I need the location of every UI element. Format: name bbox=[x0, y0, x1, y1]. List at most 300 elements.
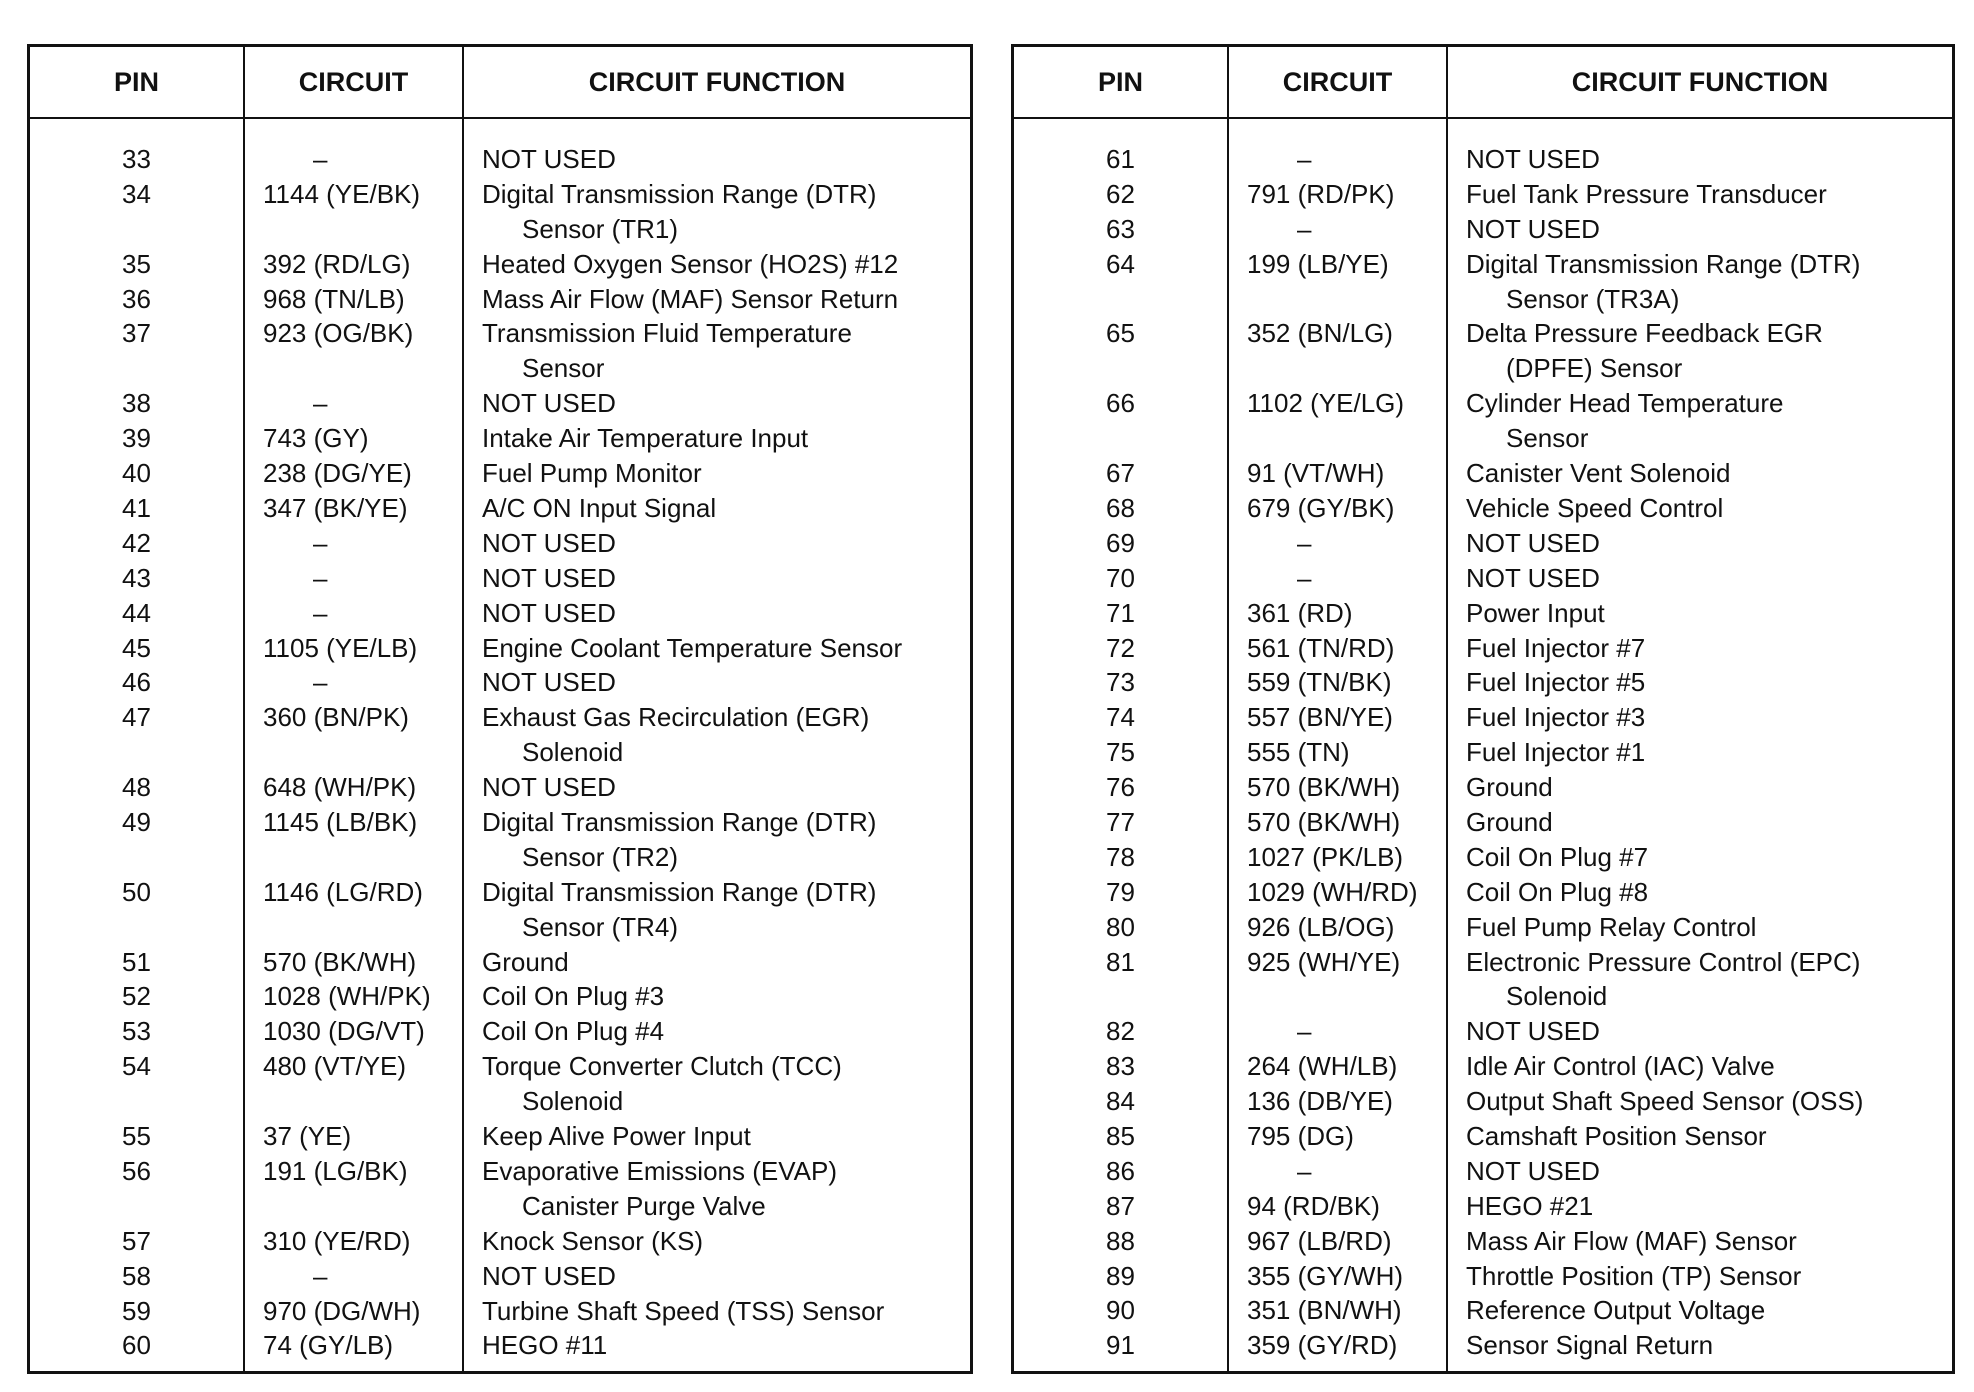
circuit-value: 926 (LB/OG) bbox=[1247, 911, 1395, 942]
function-text: NOT USED bbox=[482, 562, 616, 593]
circuit-value: 1105 (YE/LB) bbox=[263, 632, 418, 663]
circuit-value: 37 (YE) bbox=[263, 1121, 352, 1152]
function-text: Fuel Pump Monitor bbox=[482, 458, 702, 489]
pin-number: 62 bbox=[1106, 178, 1135, 209]
table-row bbox=[1014, 700, 1952, 735]
circuit-function bbox=[1466, 1224, 1797, 1259]
function-text: Reference Output Voltage bbox=[1466, 1295, 1766, 1326]
function-text-continued: Solenoid bbox=[1506, 981, 1608, 1012]
pin-number: 41 bbox=[122, 492, 151, 523]
circuit-value: 679 (GY/BK) bbox=[1247, 492, 1395, 523]
function-text: Canister Vent Solenoid bbox=[1466, 458, 1731, 489]
pin-number: 66 bbox=[1106, 388, 1135, 419]
table-row bbox=[1014, 875, 1952, 910]
circuit-function bbox=[1466, 177, 1827, 212]
function-text: Coil On Plug #4 bbox=[482, 1016, 665, 1047]
pin-number: 48 bbox=[122, 772, 151, 803]
circuit-value: 561 (TN/RD) bbox=[1247, 632, 1395, 663]
pin-number: 81 bbox=[1106, 946, 1135, 977]
pin-number: 46 bbox=[122, 667, 151, 698]
circuit-value: 238 (DG/YE) bbox=[263, 458, 412, 489]
circuit-function bbox=[482, 770, 616, 805]
pin-number: 49 bbox=[122, 806, 151, 837]
circuit-function bbox=[1466, 945, 1860, 1015]
circuit-function bbox=[482, 596, 616, 631]
circuit-function bbox=[1466, 1293, 1765, 1328]
circuit-function bbox=[482, 1014, 664, 1049]
circuit-function bbox=[482, 945, 569, 980]
circuit-value: 352 (BN/LG) bbox=[1247, 318, 1393, 349]
function-text: HEGO #21 bbox=[1466, 1190, 1594, 1221]
pin-number: 54 bbox=[122, 1051, 151, 1082]
function-text: Mass Air Flow (MAF) Sensor bbox=[1466, 1225, 1797, 1256]
function-text-continued: Sensor (TR2) bbox=[522, 841, 679, 872]
pin-number: 79 bbox=[1106, 876, 1135, 907]
pin-number: 60 bbox=[122, 1330, 151, 1361]
table-row bbox=[30, 491, 970, 526]
circuit-function bbox=[1466, 1154, 1600, 1189]
circuit-value: – bbox=[1297, 213, 1312, 244]
circuit-function bbox=[1466, 316, 1823, 386]
pin-number: 45 bbox=[122, 632, 151, 663]
table-row bbox=[30, 526, 970, 561]
table-row bbox=[1014, 247, 1952, 317]
circuit-value: – bbox=[313, 597, 328, 628]
circuit-value: 559 (TN/BK) bbox=[1247, 667, 1392, 698]
function-text: Heated Oxygen Sensor (HO2S) #12 bbox=[482, 248, 899, 279]
function-text: Vehicle Speed Control bbox=[1466, 492, 1724, 523]
circuit-function bbox=[482, 456, 702, 491]
circuit-value: 1030 (DG/VT) bbox=[263, 1016, 425, 1047]
pin-number: 40 bbox=[122, 458, 151, 489]
pin-number: 56 bbox=[122, 1155, 151, 1186]
table-row bbox=[1014, 142, 1952, 177]
function-text: Digital Transmission Range (DTR) bbox=[1466, 248, 1861, 279]
circuit-function bbox=[482, 421, 808, 456]
pin-number: 52 bbox=[122, 981, 151, 1012]
pin-number: 50 bbox=[122, 876, 151, 907]
circuit-value: 360 (BN/PK) bbox=[263, 702, 409, 733]
header-pin: PIN bbox=[1097, 67, 1143, 97]
circuit-function bbox=[482, 247, 898, 282]
header-pin: PIN bbox=[113, 67, 159, 97]
circuit-function bbox=[1466, 700, 1645, 735]
pin-number: 43 bbox=[122, 562, 151, 593]
circuit-value: 1027 (PK/LB) bbox=[1247, 841, 1404, 872]
pin-number: 38 bbox=[122, 388, 151, 419]
circuit-function bbox=[1466, 1259, 1801, 1294]
table-row bbox=[1014, 735, 1952, 770]
table-row bbox=[1014, 631, 1952, 666]
pin-number: 77 bbox=[1106, 806, 1135, 837]
circuit-value: 74 (GY/LB) bbox=[263, 1330, 394, 1361]
pin-number: 86 bbox=[1106, 1155, 1135, 1186]
function-text: NOT USED bbox=[482, 772, 616, 803]
table-row bbox=[1014, 1084, 1952, 1119]
pin-number: 36 bbox=[122, 283, 151, 314]
table-row bbox=[1014, 1189, 1952, 1224]
pin-number: 33 bbox=[122, 144, 151, 174]
circuit-function bbox=[1466, 247, 1860, 317]
table-row bbox=[30, 979, 970, 1014]
pin-number: 80 bbox=[1106, 911, 1135, 942]
table-row bbox=[30, 665, 970, 700]
table-row bbox=[1014, 805, 1952, 840]
table-row bbox=[30, 875, 970, 945]
function-text: Digital Transmission Range (DTR) bbox=[482, 178, 877, 209]
function-text: Evaporative Emissions (EVAP) bbox=[482, 1155, 837, 1186]
function-text: NOT USED bbox=[1466, 527, 1600, 558]
circuit-function bbox=[1466, 805, 1553, 840]
table-row bbox=[30, 631, 970, 666]
function-text: NOT USED bbox=[1466, 562, 1600, 593]
circuit-value: 264 (WH/LB) bbox=[1247, 1051, 1398, 1082]
circuit-value: 136 (DB/YE) bbox=[1247, 1086, 1393, 1117]
pin-number: 69 bbox=[1106, 527, 1135, 558]
function-text: Delta Pressure Feedback EGR bbox=[1466, 318, 1823, 349]
pin-number: 34 bbox=[122, 178, 151, 209]
circuit-value: 355 (GY/WH) bbox=[1247, 1260, 1404, 1291]
circuit-function bbox=[482, 561, 616, 596]
table-row bbox=[1014, 945, 1952, 1015]
header-circuit: CIRCUIT bbox=[298, 67, 409, 97]
function-text-continued: Canister Purge Valve bbox=[522, 1190, 766, 1221]
table-row bbox=[30, 1328, 970, 1363]
circuit-function bbox=[1466, 1014, 1600, 1049]
pin-number: 67 bbox=[1106, 458, 1135, 489]
function-text: Ground bbox=[1466, 772, 1553, 803]
circuit-function bbox=[1466, 910, 1756, 945]
circuit-value: 570 (BK/WH) bbox=[1247, 772, 1401, 803]
function-text: NOT USED bbox=[482, 597, 616, 628]
circuit-value: 555 (TN) bbox=[1247, 737, 1350, 768]
function-text: Torque Converter Clutch (TCC) bbox=[482, 1051, 842, 1082]
circuit-function bbox=[1466, 212, 1600, 247]
pin-number: 55 bbox=[122, 1121, 151, 1152]
table-row bbox=[1014, 1049, 1952, 1084]
pin-number: 68 bbox=[1106, 492, 1135, 523]
circuit-value: 392 (RD/LG) bbox=[263, 248, 411, 279]
function-text: Output Shaft Speed Sensor (OSS) bbox=[1466, 1086, 1864, 1117]
pin-number: 64 bbox=[1106, 248, 1135, 279]
function-text: Fuel Injector #7 bbox=[1466, 632, 1646, 663]
function-text: Keep Alive Power Input bbox=[482, 1121, 751, 1152]
function-text: A/C ON Input Signal bbox=[482, 492, 717, 523]
header-circuit-function: CIRCUIT FUNCTION bbox=[588, 67, 846, 97]
function-text-continued: Sensor (TR1) bbox=[522, 213, 679, 244]
function-text: Ground bbox=[482, 946, 569, 977]
circuit-function bbox=[1466, 1328, 1713, 1363]
circuit-function bbox=[1466, 456, 1731, 491]
header-circuit: CIRCUIT bbox=[1282, 67, 1393, 97]
table-row bbox=[30, 177, 970, 247]
function-text: NOT USED bbox=[482, 1260, 616, 1291]
circuit-value: 648 (WH/PK) bbox=[263, 772, 417, 803]
function-text: Fuel Pump Relay Control bbox=[1466, 911, 1757, 942]
function-text: Camshaft Position Sensor bbox=[1466, 1121, 1767, 1151]
pin-number: 57 bbox=[122, 1225, 151, 1256]
circuit-function bbox=[482, 491, 716, 526]
table-row bbox=[1014, 1224, 1952, 1259]
circuit-value: 347 (BK/YE) bbox=[263, 492, 408, 523]
circuit-value: 1146 (LG/RD) bbox=[263, 876, 423, 907]
circuit-value: 1144 (YE/BK) bbox=[263, 178, 421, 209]
pin-number: 61 bbox=[1106, 144, 1135, 174]
circuit-value: 791 (RD/PK) bbox=[1247, 178, 1395, 209]
circuit-function bbox=[482, 1224, 703, 1259]
function-text: NOT USED bbox=[482, 667, 616, 698]
pin-number: 91 bbox=[1106, 1330, 1135, 1361]
pin-number: 89 bbox=[1106, 1260, 1135, 1291]
pin-number: 84 bbox=[1106, 1086, 1135, 1117]
circuit-function bbox=[1466, 875, 1648, 910]
circuit-value: – bbox=[1297, 1155, 1312, 1186]
circuit-function bbox=[482, 1259, 616, 1294]
circuit-value: 570 (BK/WH) bbox=[1247, 806, 1401, 837]
table-row bbox=[1014, 1293, 1952, 1328]
function-text-continued: Sensor (TR4) bbox=[522, 911, 679, 942]
circuit-function bbox=[1466, 1084, 1863, 1119]
function-text: NOT USED bbox=[1466, 1016, 1600, 1047]
function-text: Mass Air Flow (MAF) Sensor Return bbox=[482, 283, 899, 314]
circuit-value: 1028 (WH/PK) bbox=[263, 981, 431, 1012]
table-row bbox=[30, 805, 970, 875]
circuit-function bbox=[482, 386, 616, 421]
circuit-value: 967 (LB/RD) bbox=[1247, 1225, 1392, 1256]
circuit-value: 743 (GY) bbox=[263, 423, 369, 454]
circuit-function bbox=[482, 1294, 884, 1329]
circuit-function bbox=[1466, 1119, 1767, 1154]
table-row bbox=[30, 770, 970, 805]
circuit-function bbox=[482, 1328, 607, 1363]
pin-number: 39 bbox=[122, 423, 151, 454]
function-text: NOT USED bbox=[1466, 1155, 1600, 1186]
function-text-continued: Solenoid bbox=[522, 1086, 624, 1117]
circuit-value: – bbox=[313, 388, 328, 419]
circuit-function bbox=[482, 979, 664, 1014]
pin-number: 58 bbox=[122, 1260, 151, 1291]
pin-number: 47 bbox=[122, 702, 151, 733]
function-text-continued: Sensor bbox=[522, 353, 605, 384]
table-row bbox=[30, 386, 970, 421]
table-row bbox=[30, 1014, 970, 1049]
circuit-function bbox=[1466, 386, 1783, 456]
circuit-value: – bbox=[1297, 1016, 1312, 1047]
function-text: Intake Air Temperature Input bbox=[482, 423, 809, 454]
function-text: Coil On Plug #7 bbox=[1466, 841, 1649, 872]
function-text: Digital Transmission Range (DTR) bbox=[482, 806, 877, 837]
table-row bbox=[30, 1119, 970, 1154]
pin-number: 35 bbox=[122, 248, 151, 279]
table-row bbox=[1014, 386, 1952, 456]
circuit-function bbox=[1466, 840, 1648, 875]
table-row bbox=[1014, 1119, 1952, 1154]
circuit-function bbox=[1466, 491, 1723, 526]
function-text: Knock Sensor (KS) bbox=[482, 1225, 704, 1256]
table-row bbox=[1014, 596, 1952, 631]
circuit-function bbox=[482, 700, 869, 770]
table-row bbox=[1014, 770, 1952, 805]
circuit-function bbox=[1466, 770, 1553, 805]
circuit-value: 94 (RD/BK) bbox=[1247, 1190, 1380, 1221]
table-row bbox=[30, 1294, 970, 1329]
pin-number: 42 bbox=[122, 527, 151, 558]
circuit-function bbox=[482, 1049, 842, 1119]
circuit-value: 1145 (LB/BK) bbox=[263, 806, 418, 837]
pin-number: 72 bbox=[1106, 632, 1135, 663]
function-text: NOT USED bbox=[1466, 213, 1600, 244]
pin-number: 65 bbox=[1106, 318, 1135, 349]
circuit-function bbox=[1466, 561, 1600, 596]
circuit-function bbox=[1466, 1189, 1593, 1224]
table-row bbox=[30, 421, 970, 456]
function-text: Electronic Pressure Control (EPC) bbox=[1466, 946, 1861, 977]
function-text-continued: Sensor bbox=[1506, 423, 1589, 454]
circuit-value: 970 (DG/WH) bbox=[263, 1295, 421, 1326]
pin-number: 71 bbox=[1106, 597, 1135, 628]
circuit-value: 570 (BK/WH) bbox=[263, 946, 417, 977]
circuit-value: – bbox=[313, 562, 328, 593]
table-row bbox=[30, 1049, 970, 1119]
table-row bbox=[1014, 1328, 1952, 1363]
function-text: Ground bbox=[1466, 806, 1553, 837]
circuit-function bbox=[482, 805, 876, 875]
function-text: NOT USED bbox=[482, 144, 616, 174]
circuit-function bbox=[482, 875, 876, 945]
function-text-continued: Sensor (TR3A) bbox=[1506, 283, 1680, 314]
table-body bbox=[1014, 142, 1952, 1363]
circuit-value: – bbox=[1297, 562, 1312, 593]
function-text: Fuel Injector #3 bbox=[1466, 702, 1646, 733]
table-row bbox=[1014, 910, 1952, 945]
header-circuit-function: CIRCUIT FUNCTION bbox=[1571, 67, 1829, 97]
circuit-value: 310 (YE/RD) bbox=[263, 1225, 411, 1256]
circuit-function bbox=[1466, 142, 1600, 177]
circuit-function bbox=[482, 1119, 751, 1154]
circuit-function bbox=[482, 665, 616, 700]
circuit-value: 1029 (WH/RD) bbox=[1247, 876, 1418, 907]
circuit-value: 361 (RD) bbox=[1247, 597, 1353, 628]
pin-number: 37 bbox=[122, 318, 151, 349]
circuit-value: 968 (TN/LB) bbox=[263, 283, 405, 314]
pin-number: 70 bbox=[1106, 562, 1135, 593]
pin-number: 53 bbox=[122, 1016, 151, 1047]
function-text: NOT USED bbox=[482, 388, 616, 419]
table-row bbox=[30, 1224, 970, 1259]
circuit-value: – bbox=[1297, 144, 1312, 174]
circuit-function bbox=[482, 631, 902, 666]
circuit-function bbox=[482, 142, 616, 177]
function-text: Cylinder Head Temperature bbox=[1466, 388, 1784, 419]
circuit-function bbox=[1466, 665, 1645, 700]
table-row bbox=[1014, 561, 1952, 596]
table-header bbox=[1014, 47, 1952, 119]
pin-number: 74 bbox=[1106, 702, 1135, 733]
table-row bbox=[30, 1154, 970, 1224]
pin-table-right bbox=[1011, 44, 1955, 1374]
pin-number: 87 bbox=[1106, 1190, 1135, 1221]
circuit-value: 351 (BN/WH) bbox=[1247, 1295, 1402, 1326]
circuit-function bbox=[1466, 735, 1645, 770]
circuit-value: – bbox=[313, 527, 328, 558]
circuit-value: – bbox=[1297, 527, 1312, 558]
table-header bbox=[30, 47, 970, 119]
circuit-value: 199 (LB/YE) bbox=[1247, 248, 1389, 279]
pin-table-left bbox=[27, 44, 973, 1374]
table-row bbox=[1014, 316, 1952, 386]
circuit-function bbox=[1466, 596, 1605, 631]
circuit-value: – bbox=[313, 144, 328, 174]
function-text: Fuel Tank Pressure Transducer bbox=[1466, 178, 1827, 209]
pin-number: 51 bbox=[122, 946, 151, 977]
table-row bbox=[1014, 1014, 1952, 1049]
circuit-function bbox=[482, 177, 876, 247]
circuit-value: 923 (OG/BK) bbox=[263, 318, 414, 349]
pin-number: 76 bbox=[1106, 772, 1135, 803]
table-row bbox=[1014, 1259, 1952, 1294]
pin-number: 44 bbox=[122, 597, 151, 628]
table-row bbox=[30, 316, 970, 386]
pin-number: 85 bbox=[1106, 1121, 1135, 1151]
circuit-function bbox=[1466, 631, 1645, 666]
table-row bbox=[30, 247, 970, 282]
table-row bbox=[1014, 491, 1952, 526]
function-text: Idle Air Control (IAC) Valve bbox=[1466, 1051, 1775, 1082]
pin-number: 63 bbox=[1106, 213, 1135, 244]
circuit-function bbox=[482, 316, 852, 386]
pin-number: 75 bbox=[1106, 737, 1135, 768]
circuit-function bbox=[482, 1154, 837, 1224]
function-text: Power Input bbox=[1466, 597, 1605, 628]
table-row bbox=[1014, 665, 1952, 700]
table-row bbox=[30, 142, 970, 177]
table-row bbox=[1014, 840, 1952, 875]
table-row bbox=[30, 561, 970, 596]
circuit-value: – bbox=[313, 1260, 328, 1291]
circuit-value: 1102 (YE/LG) bbox=[1247, 388, 1405, 419]
circuit-function bbox=[482, 282, 898, 317]
function-text: Coil On Plug #8 bbox=[1466, 876, 1649, 907]
function-text: Fuel Injector #1 bbox=[1466, 737, 1646, 768]
circuit-function bbox=[1466, 1049, 1775, 1084]
circuit-value: 191 (LG/BK) bbox=[263, 1155, 408, 1186]
pin-number: 82 bbox=[1106, 1016, 1135, 1047]
circuit-function bbox=[482, 526, 616, 561]
table-row bbox=[1014, 526, 1952, 561]
function-text: NOT USED bbox=[1466, 144, 1600, 174]
table-row bbox=[30, 700, 970, 770]
function-text-continued: Solenoid bbox=[522, 737, 624, 768]
function-text: Turbine Shaft Speed (TSS) Sensor bbox=[482, 1295, 885, 1326]
pin-number: 83 bbox=[1106, 1051, 1135, 1082]
table-row bbox=[30, 596, 970, 631]
circuit-function bbox=[1466, 526, 1600, 561]
function-text: HEGO #11 bbox=[482, 1330, 608, 1361]
pin-number: 59 bbox=[122, 1295, 151, 1326]
function-text: Exhaust Gas Recirculation (EGR) bbox=[482, 702, 870, 733]
pin-number: 88 bbox=[1106, 1225, 1135, 1256]
table-row bbox=[30, 456, 970, 491]
circuit-value: 91 (VT/WH) bbox=[1247, 458, 1385, 489]
pin-number: 90 bbox=[1106, 1295, 1135, 1326]
function-text: Fuel Injector #5 bbox=[1466, 667, 1646, 698]
table-row bbox=[30, 282, 970, 317]
function-text: NOT USED bbox=[482, 527, 616, 558]
table-row bbox=[1014, 212, 1952, 247]
function-text-continued: (DPFE) Sensor bbox=[1506, 353, 1683, 384]
table-row bbox=[30, 1259, 970, 1294]
function-text: Transmission Fluid Temperature bbox=[482, 318, 852, 349]
